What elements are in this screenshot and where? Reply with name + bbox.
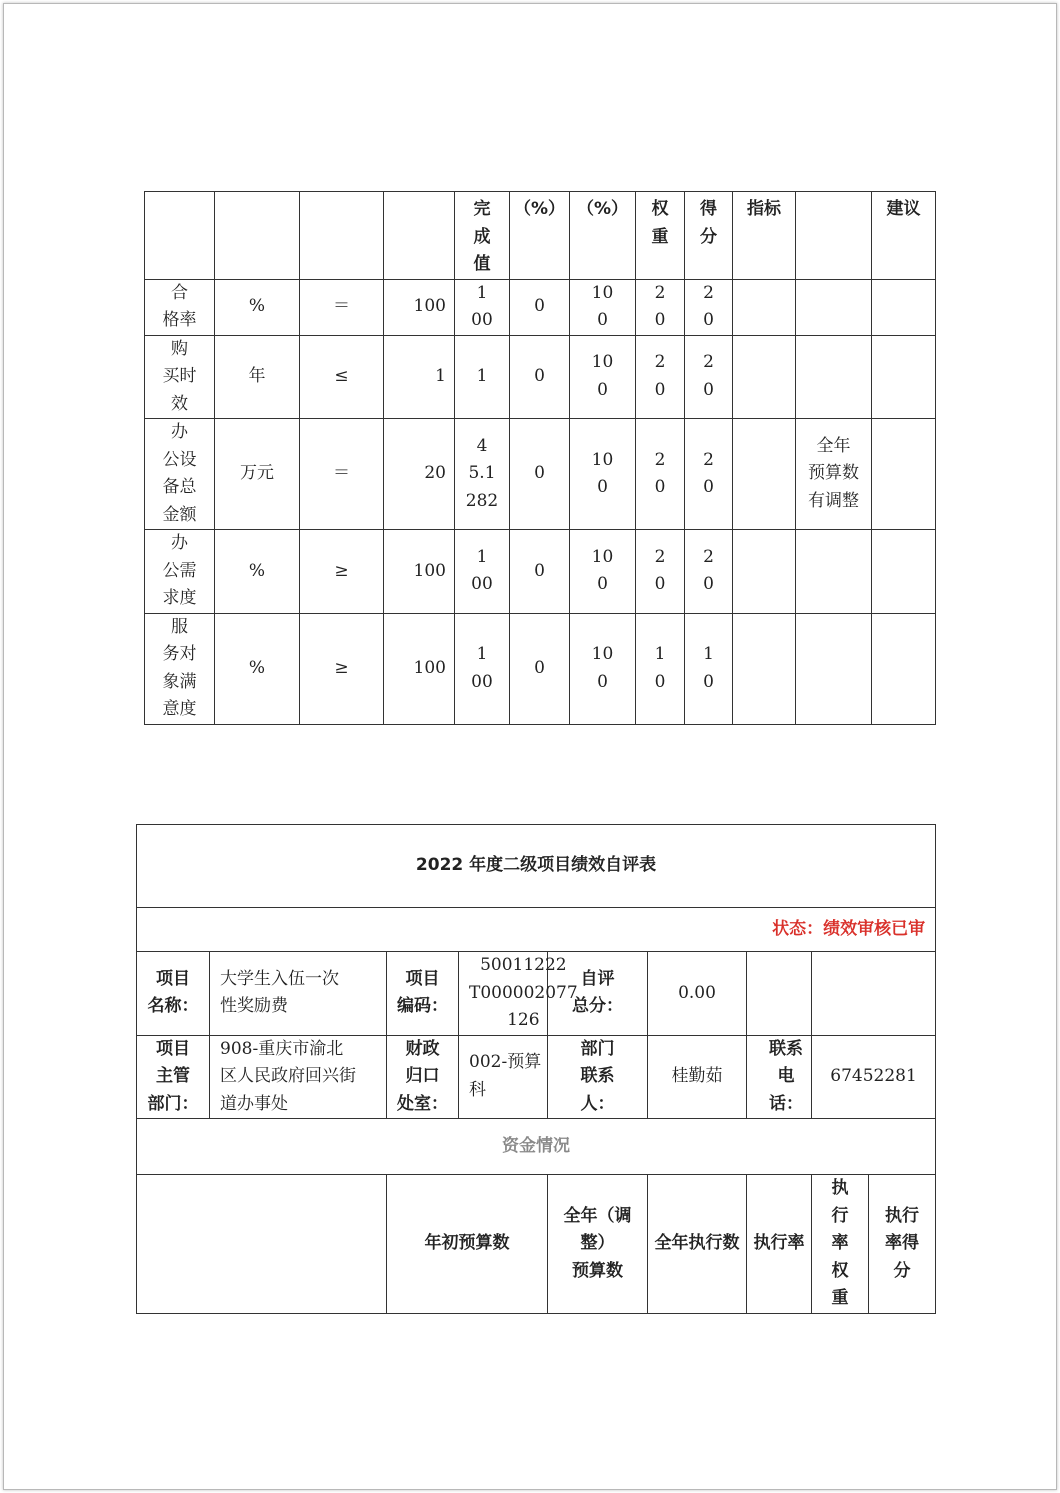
header-percent-2: （%） (570, 192, 636, 280)
header-completion: 完 成 值 (455, 192, 510, 280)
weight-cell: 2 0 (636, 530, 685, 614)
value-cell: 10 0 (570, 335, 636, 419)
project-name-label: 项目 名称： (137, 952, 210, 1036)
operator-cell: ≥ (300, 613, 384, 724)
score-cell: 2 0 (685, 279, 733, 335)
value-cell: 0 (510, 613, 570, 724)
table-row (145, 335, 936, 419)
fund-header-executed: 全年执行数 (648, 1175, 747, 1314)
indicator-name: 办 公设 备总 金额 (145, 419, 215, 530)
fund-header-row (137, 1175, 936, 1314)
weight-cell: 2 0 (636, 335, 685, 419)
weight-cell: 2 0 (636, 419, 685, 530)
indicator-name: 购 买时 效 (145, 335, 215, 419)
fund-header-exec-rate-score: 执行 率得 分 (869, 1175, 936, 1314)
score-cell: 2 0 (685, 530, 733, 614)
department-info-row (137, 1035, 936, 1119)
actual-cell: 1 00 (455, 279, 510, 335)
value-cell: 10 0 (570, 279, 636, 335)
empty-cell (747, 952, 812, 1036)
table-row (145, 419, 936, 530)
actual-cell: 1 00 (455, 530, 510, 614)
note-cell (796, 279, 872, 335)
note-cell (796, 530, 872, 614)
fund-header-initial-budget: 年初预算数 (387, 1175, 548, 1314)
value-cell: 10 0 (570, 530, 636, 614)
project-name-value: 大学生入伍一次 性奖励费 (210, 952, 387, 1036)
header-cell (145, 192, 215, 280)
form-title: 2022 年度二级项目绩效自评表 (137, 825, 936, 908)
status-row (137, 908, 936, 952)
note-cell (796, 335, 872, 419)
project-code-label: 项目 编码： (387, 952, 459, 1036)
indicator-cell (733, 419, 796, 530)
actual-cell: 4 5.1 282 (455, 419, 510, 530)
table-row (145, 613, 936, 724)
section-row (137, 1119, 936, 1175)
header-cell (300, 192, 384, 280)
weight-cell: 2 0 (636, 279, 685, 335)
contact-label: 部门 联系 人： (548, 1035, 648, 1119)
header-advice: 建议 (872, 192, 936, 280)
note-cell: 全年 预算数 有调整 (796, 419, 872, 530)
value-cell: 10 0 (570, 613, 636, 724)
header-cell (796, 192, 872, 280)
status-badge: 状态：绩效审核已审 (137, 908, 936, 952)
advice-cell (872, 279, 936, 335)
fund-header-adjusted-budget: 全年（调整） 预算数 (548, 1175, 648, 1314)
fund-header-exec-rate: 执行率 (747, 1175, 812, 1314)
header-percent-1: （%） (510, 192, 570, 280)
advice-cell (872, 335, 936, 419)
target-cell: 100 (384, 279, 455, 335)
indicator-name: 服 务对 象满 意度 (145, 613, 215, 724)
indicator-cell (733, 613, 796, 724)
indicator-cell (733, 335, 796, 419)
advice-cell (872, 613, 936, 724)
unit-cell: 年 (215, 335, 300, 419)
project-code-value: 50011222 T000002077 126 (459, 952, 548, 1036)
note-cell (796, 613, 872, 724)
table-row (145, 530, 936, 614)
self-score-value: 0.00 (648, 952, 747, 1036)
indicator-name: 合 格率 (145, 279, 215, 335)
operator-cell: ＝ (300, 279, 384, 335)
actual-cell: 1 00 (455, 613, 510, 724)
value-cell: 0 (510, 279, 570, 335)
unit-cell: % (215, 530, 300, 614)
finance-office-label: 财政 归口 处室： (387, 1035, 459, 1119)
header-indicator: 指标 (733, 192, 796, 280)
weight-cell: 1 0 (636, 613, 685, 724)
department-value: 908-重庆市渝北 区人民政府回兴街 道办事处 (210, 1035, 387, 1119)
operator-cell: ＝ (300, 419, 384, 530)
indicator-header-row (145, 192, 936, 280)
target-cell: 100 (384, 530, 455, 614)
value-cell: 0 (510, 530, 570, 614)
title-row (137, 825, 936, 908)
fund-header-exec-rate-weight: 执 行 率 权 重 (812, 1175, 869, 1314)
header-cell (384, 192, 455, 280)
value-cell: 0 (510, 419, 570, 530)
indicator-name: 办 公需 求度 (145, 530, 215, 614)
section-title-funds: 资金情况 (137, 1119, 936, 1175)
fund-header-blank (137, 1175, 387, 1314)
target-cell: 1 (384, 335, 455, 419)
indicator-cell (733, 530, 796, 614)
value-cell: 10 0 (570, 419, 636, 530)
target-cell: 100 (384, 613, 455, 724)
self-score-label: 自评 总分： (548, 952, 648, 1036)
header-cell (215, 192, 300, 280)
table-row (145, 279, 936, 335)
department-label: 项目 主管 部门： (137, 1035, 210, 1119)
contact-value: 桂勤茹 (648, 1035, 747, 1119)
header-weight: 权 重 (636, 192, 685, 280)
target-cell: 20 (384, 419, 455, 530)
operator-cell: ≥ (300, 530, 384, 614)
operator-cell: ≤ (300, 335, 384, 419)
indicator-table (144, 191, 936, 725)
empty-cell (812, 952, 936, 1036)
value-cell: 0 (510, 335, 570, 419)
project-info-row (137, 952, 936, 1036)
score-cell: 2 0 (685, 419, 733, 530)
finance-office-value: 002-预算 科 (459, 1035, 548, 1119)
unit-cell: % (215, 613, 300, 724)
phone-label: 联系 电 话： (747, 1035, 812, 1119)
header-score: 得 分 (685, 192, 733, 280)
unit-cell: 万元 (215, 419, 300, 530)
evaluation-form (136, 824, 936, 1314)
score-cell: 1 0 (685, 613, 733, 724)
advice-cell (872, 419, 936, 530)
advice-cell (872, 530, 936, 614)
unit-cell: % (215, 279, 300, 335)
actual-cell: 1 (455, 335, 510, 419)
indicator-cell (733, 279, 796, 335)
phone-value: 67452281 (812, 1035, 936, 1119)
score-cell: 2 0 (685, 335, 733, 419)
